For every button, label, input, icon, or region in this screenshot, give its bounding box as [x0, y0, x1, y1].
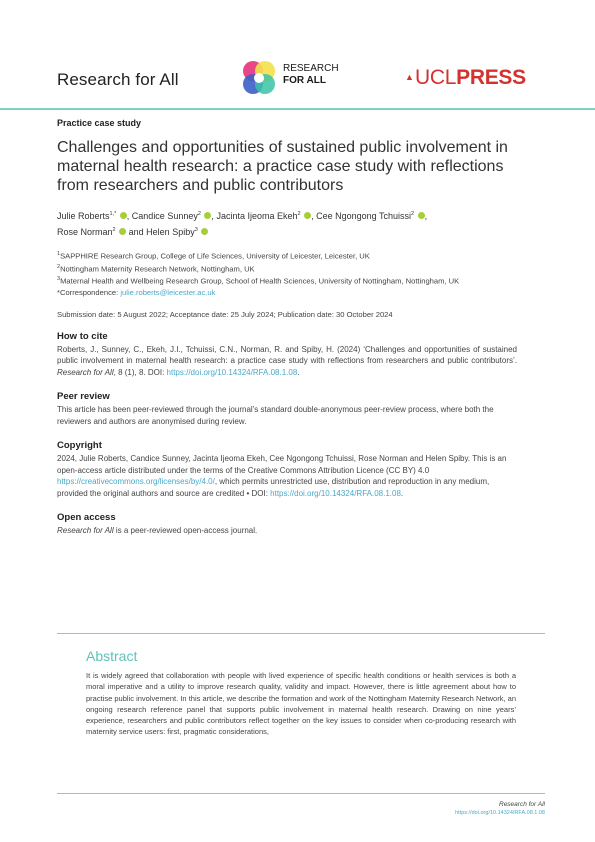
abstract-divider — [57, 633, 545, 634]
footer-divider — [57, 793, 545, 794]
orcid-icon[interactable] — [418, 212, 425, 219]
author-name: Candice Sunney — [131, 211, 198, 221]
ucl-mark-icon: ▲ — [405, 72, 414, 82]
correspondence-email-link[interactable]: julie.roberts@leicester.ac.uk — [120, 287, 216, 297]
correspondence: *Correspondence: julie.roberts@leicester.ac.uk — [57, 287, 216, 297]
abstract-text: It is widely agreed that collaboration with people with lived experience of specific health conditions or health services is both a moral imperative and a utility to improve research quality, validity and impact. However, there is little agreement about how to practise public involvement. In this article, we describe the formation and work of the Nottingham Maternity Research Network, an ongoing research reference panel that supports public involvement in maternal health research. Drawing on nine years’ experience, researchers and public contributors reflect together on the key issues to consider when co-producing research with maternity service users: first, pragmatic considerations, — [86, 671, 516, 737]
footer-journal: Research for All — [499, 801, 545, 808]
author-name: Helen Spiby — [146, 227, 195, 237]
logo-text-line1: RESEARCH — [283, 63, 339, 74]
orcid-icon[interactable] — [304, 212, 311, 219]
article-front-matter — [57, 118, 517, 550]
press-text: PRESS — [456, 66, 526, 89]
logo-text-line2: FOR ALL — [283, 75, 326, 86]
journal-title: Research for All — [57, 70, 179, 89]
affiliation: $^1$SAPPHIRE Research Group, College of Life Sciences, University of Leicester, Leicester, UK — [57, 251, 370, 261]
citation-doi-link[interactable]: https://doi.org/10.14324/RFA.08.1.08 — [166, 367, 298, 377]
orcid-icon[interactable] — [120, 212, 127, 219]
ucl-text: UCL — [415, 66, 457, 89]
author-name: Julie Roberts — [57, 211, 110, 221]
how-to-cite-text: Roberts, J., Sunney, C., Ekeh, J.I., Tchuissi, C.N., Norman, R. and Spiby, H. (2024) ‘Challenges and opportunities of sustained public involvement in maternal health research: a practice case study with reflections from researchers and public contributors’. Research for All, 8 (1), 8. DOI: https://doi.org/10.14324/RFA.08.1.08. — [57, 344, 517, 377]
page-header — [0, 0, 595, 108]
research-for-all-logo — [238, 58, 358, 98]
affiliation: $^3$Maternal Health and Wellbeing Research Group, School of Health Sciences, University of Nottingham, Nottingham, UK — [57, 276, 460, 286]
author-and: and — [128, 227, 144, 237]
license-link[interactable]: https://creativecommons.org/licenses/by/4.0/ — [57, 477, 215, 487]
orcid-icon[interactable] — [201, 228, 208, 235]
copyright-text: 2024, Julie Roberts, Candice Sunney, Jacinta Ijeoma Ekeh, Cee Ngongong Tchuissi, Rose Norman and Helen Spiby. This is an open-access article distributed under the terms of the Creative Commons Attribution Licence (CC BY) 4.0 https://creativecommons.org/licenses/by/4.0/, which permits unrestricted use, distribution and reproduction in any medium, provided the original authors and source are credited • DOI: https://doi.org/10.14324/RFA.08.1.08. — [57, 454, 507, 498]
author-name: Jacinta Ijeoma Ekeh — [216, 211, 298, 221]
author-list: Julie Roberts$^{1,*}$ , Candice Sunney$^2$ , Jacinta Ijeoma Ekeh$^2$ , Cee Ngongong Tchuissi$^2$ , Rose Norman$^2$ and Helen Spiby$^3$ — [57, 211, 428, 237]
peer-review-text: This article has been peer-reviewed through the journal’s standard double-anonymous peer-review process, where both the reviewers and authors are anonymised during review. — [57, 405, 494, 426]
orcid-icon[interactable] — [119, 228, 126, 235]
header-divider — [0, 108, 595, 110]
affiliation: $^2$Nottingham Maternity Research Network, Nottingham, UK — [57, 263, 255, 274]
orcid-icon[interactable] — [204, 212, 211, 219]
research-for-all-logo-icon — [238, 58, 280, 98]
open-access-text: Research for All is a peer-reviewed open-access journal. — [57, 526, 258, 536]
abstract-section — [86, 648, 516, 738]
affiliation-list — [57, 249, 517, 298]
page-footer — [455, 800, 545, 818]
how-to-cite-heading: How to cite — [57, 330, 108, 342]
abstract-heading: Abstract — [86, 648, 138, 664]
article-dates: Submission date: 5 August 2022; Acceptance date: 25 July 2024; Publication date: 30 October 2024 — [57, 309, 393, 319]
open-access-heading: Open access — [57, 512, 116, 524]
article-type: Practice case study — [57, 118, 142, 128]
author-name: Cee Ngongong Tchuissi — [316, 211, 411, 221]
author-name: Rose Norman — [57, 227, 113, 237]
peer-review-heading: Peer review — [57, 391, 110, 403]
copyright-doi-link[interactable]: https://doi.org/10.14324/RFA.08.1.08 — [270, 488, 401, 498]
ucl-press-logo — [405, 66, 545, 90]
copyright-heading: Copyright — [57, 440, 102, 452]
article-title: Challenges and opportunities of sustained public involvement in maternal health research: a practice case study with reflections from researchers and public contributors — [57, 139, 508, 194]
footer-doi-link[interactable]: https://doi.org/10.14324/RFA.08.1.08 — [455, 810, 545, 816]
